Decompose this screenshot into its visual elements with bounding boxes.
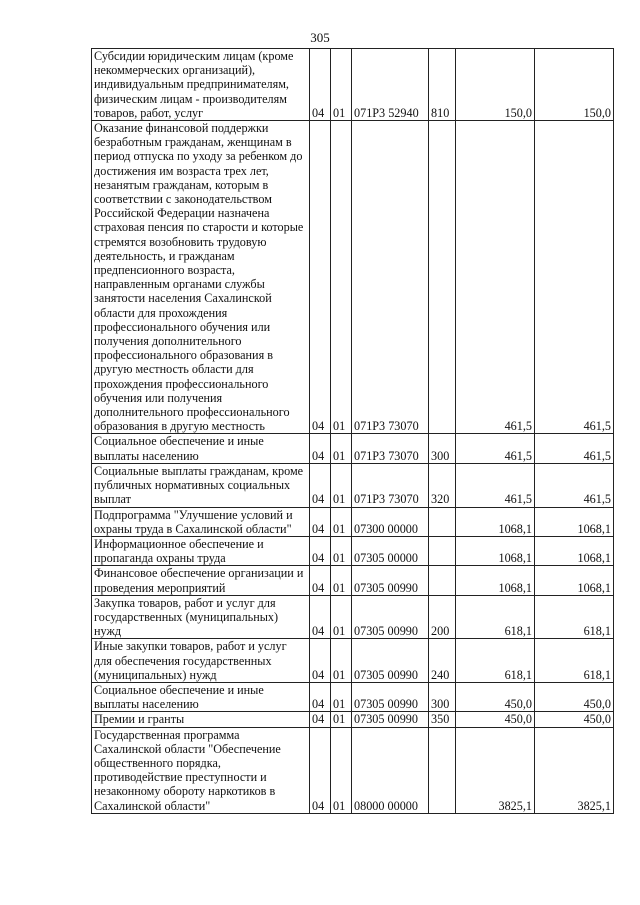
row-amount-1: 618,1 bbox=[456, 639, 535, 683]
row-name: Социальные выплаты гражданам, кроме публичных нормативных социальных выплат bbox=[92, 463, 310, 507]
row-section-code: 04 bbox=[310, 49, 331, 121]
row-target-article: 07305 00990 bbox=[352, 639, 429, 683]
row-name: Иные закупки товаров, работ и услуг для обеспечения государственных (муниципальных) нужд bbox=[92, 639, 310, 683]
row-target-article: 08000 00000 bbox=[352, 727, 429, 813]
row-amount-1: 618,1 bbox=[456, 595, 535, 639]
row-target-article: 071Р3 52940 bbox=[352, 49, 429, 121]
row-subsection-code: 01 bbox=[331, 595, 352, 639]
row-expense-type bbox=[429, 507, 456, 536]
row-name: Финансовое обеспечение организации и проведения мероприятий bbox=[92, 566, 310, 595]
row-subsection-code: 01 bbox=[331, 434, 352, 463]
row-amount-1: 450,0 bbox=[456, 712, 535, 727]
row-amount-2: 461,5 bbox=[535, 463, 614, 507]
table-row bbox=[92, 682, 614, 711]
row-section-code: 04 bbox=[310, 595, 331, 639]
row-expense-type bbox=[429, 727, 456, 813]
row-target-article: 071Р3 73070 bbox=[352, 121, 429, 434]
row-subsection-code: 01 bbox=[331, 639, 352, 683]
row-section-code: 04 bbox=[310, 566, 331, 595]
row-amount-2: 450,0 bbox=[535, 682, 614, 711]
table-row bbox=[92, 121, 614, 434]
row-name: Информационное обеспечение и пропаганда охраны труда bbox=[92, 536, 310, 565]
row-subsection-code: 01 bbox=[331, 121, 352, 434]
row-name: Социальное обеспечение и иные выплаты населению bbox=[92, 682, 310, 711]
row-name: Государственная программа Сахалинской области "Обеспечение общественного порядка, противодействие преступности и незаконному обороту наркотиков в Сахалинской области" bbox=[92, 727, 310, 813]
row-expense-type: 350 bbox=[429, 712, 456, 727]
row-amount-1: 1068,1 bbox=[456, 507, 535, 536]
row-amount-1: 150,0 bbox=[456, 49, 535, 121]
row-section-code: 04 bbox=[310, 463, 331, 507]
row-amount-1: 461,5 bbox=[456, 463, 535, 507]
row-name: Субсидии юридическим лицам (кроме некоммерческих организаций), индивидуальным предпринимателям, физическим лицам - производителям товаров, работ, услуг bbox=[92, 49, 310, 121]
row-name: Оказание финансовой поддержки безработным гражданам, женщинам в период отпуска по уходу за ребенком до достижения им возраста трех лет, незанятым гражданам, которым в соответствии с законодательством Российской Федерации назначена страховая пенсия по старости и которые стремятся возобновить трудовую деятельность, и гражданам предпенсионного возраста, направленным органами службы занятости населения Сахалинской области для прохождения профессионального обучения или получения дополнительного профессионального образования в другую местность области для прохождения профессионального обучения или получения дополнительного профессионального образования в другую местность bbox=[92, 121, 310, 434]
row-section-code: 04 bbox=[310, 507, 331, 536]
row-subsection-code: 01 bbox=[331, 727, 352, 813]
row-subsection-code: 01 bbox=[331, 49, 352, 121]
row-amount-2: 618,1 bbox=[535, 639, 614, 683]
table-row bbox=[92, 727, 614, 813]
row-section-code: 04 bbox=[310, 434, 331, 463]
budget-table-body bbox=[92, 49, 614, 814]
row-expense-type: 810 bbox=[429, 49, 456, 121]
table-row bbox=[92, 566, 614, 595]
row-expense-type bbox=[429, 536, 456, 565]
row-amount-2: 461,5 bbox=[535, 121, 614, 434]
row-section-code: 04 bbox=[310, 727, 331, 813]
row-target-article: 07300 00000 bbox=[352, 507, 429, 536]
row-target-article: 07305 00990 bbox=[352, 595, 429, 639]
row-name: Закупка товаров, работ и услуг для государственных (муниципальных) нужд bbox=[92, 595, 310, 639]
row-name: Социальное обеспечение и иные выплаты населению bbox=[92, 434, 310, 463]
row-amount-1: 461,5 bbox=[456, 121, 535, 434]
row-amount-2: 1068,1 bbox=[535, 566, 614, 595]
row-subsection-code: 01 bbox=[331, 712, 352, 727]
row-amount-2: 1068,1 bbox=[535, 536, 614, 565]
table-row bbox=[92, 507, 614, 536]
page-number: 305 bbox=[310, 30, 330, 45]
table-row bbox=[92, 595, 614, 639]
row-amount-2: 3825,1 bbox=[535, 727, 614, 813]
row-subsection-code: 01 bbox=[331, 566, 352, 595]
row-section-code: 04 bbox=[310, 121, 331, 434]
row-expense-type: 320 bbox=[429, 463, 456, 507]
row-section-code: 04 bbox=[310, 712, 331, 727]
row-target-article: 07305 00990 bbox=[352, 712, 429, 727]
row-expense-type: 240 bbox=[429, 639, 456, 683]
row-target-article: 07305 00990 bbox=[352, 566, 429, 595]
row-target-article: 07305 00990 bbox=[352, 682, 429, 711]
row-subsection-code: 01 bbox=[331, 507, 352, 536]
row-name: Премии и гранты bbox=[92, 712, 310, 727]
table-row bbox=[92, 639, 614, 683]
row-target-article: 071Р3 73070 bbox=[352, 463, 429, 507]
row-amount-2: 461,5 bbox=[535, 434, 614, 463]
table-row bbox=[92, 434, 614, 463]
row-subsection-code: 01 bbox=[331, 463, 352, 507]
row-amount-2: 1068,1 bbox=[535, 507, 614, 536]
table-row bbox=[92, 463, 614, 507]
row-subsection-code: 01 bbox=[331, 682, 352, 711]
row-target-article: 07305 00000 bbox=[352, 536, 429, 565]
row-amount-1: 1068,1 bbox=[456, 566, 535, 595]
row-amount-1: 461,5 bbox=[456, 434, 535, 463]
row-target-article: 071Р3 73070 bbox=[352, 434, 429, 463]
row-amount-1: 1068,1 bbox=[456, 536, 535, 565]
row-amount-2: 450,0 bbox=[535, 712, 614, 727]
row-section-code: 04 bbox=[310, 639, 331, 683]
row-amount-2: 618,1 bbox=[535, 595, 614, 639]
row-subsection-code: 01 bbox=[331, 536, 352, 565]
row-amount-1: 3825,1 bbox=[456, 727, 535, 813]
row-amount-2: 150,0 bbox=[535, 49, 614, 121]
row-expense-type: 200 bbox=[429, 595, 456, 639]
table-row bbox=[92, 49, 614, 121]
table-row bbox=[92, 712, 614, 727]
row-expense-type bbox=[429, 566, 456, 595]
row-amount-1: 450,0 bbox=[456, 682, 535, 711]
row-expense-type: 300 bbox=[429, 682, 456, 711]
budget-table bbox=[91, 48, 614, 814]
row-name: Подпрограмма "Улучшение условий и охраны труда в Сахалинской области" bbox=[92, 507, 310, 536]
table-row bbox=[92, 536, 614, 565]
row-expense-type bbox=[429, 121, 456, 434]
row-section-code: 04 bbox=[310, 682, 331, 711]
row-section-code: 04 bbox=[310, 536, 331, 565]
row-expense-type: 300 bbox=[429, 434, 456, 463]
